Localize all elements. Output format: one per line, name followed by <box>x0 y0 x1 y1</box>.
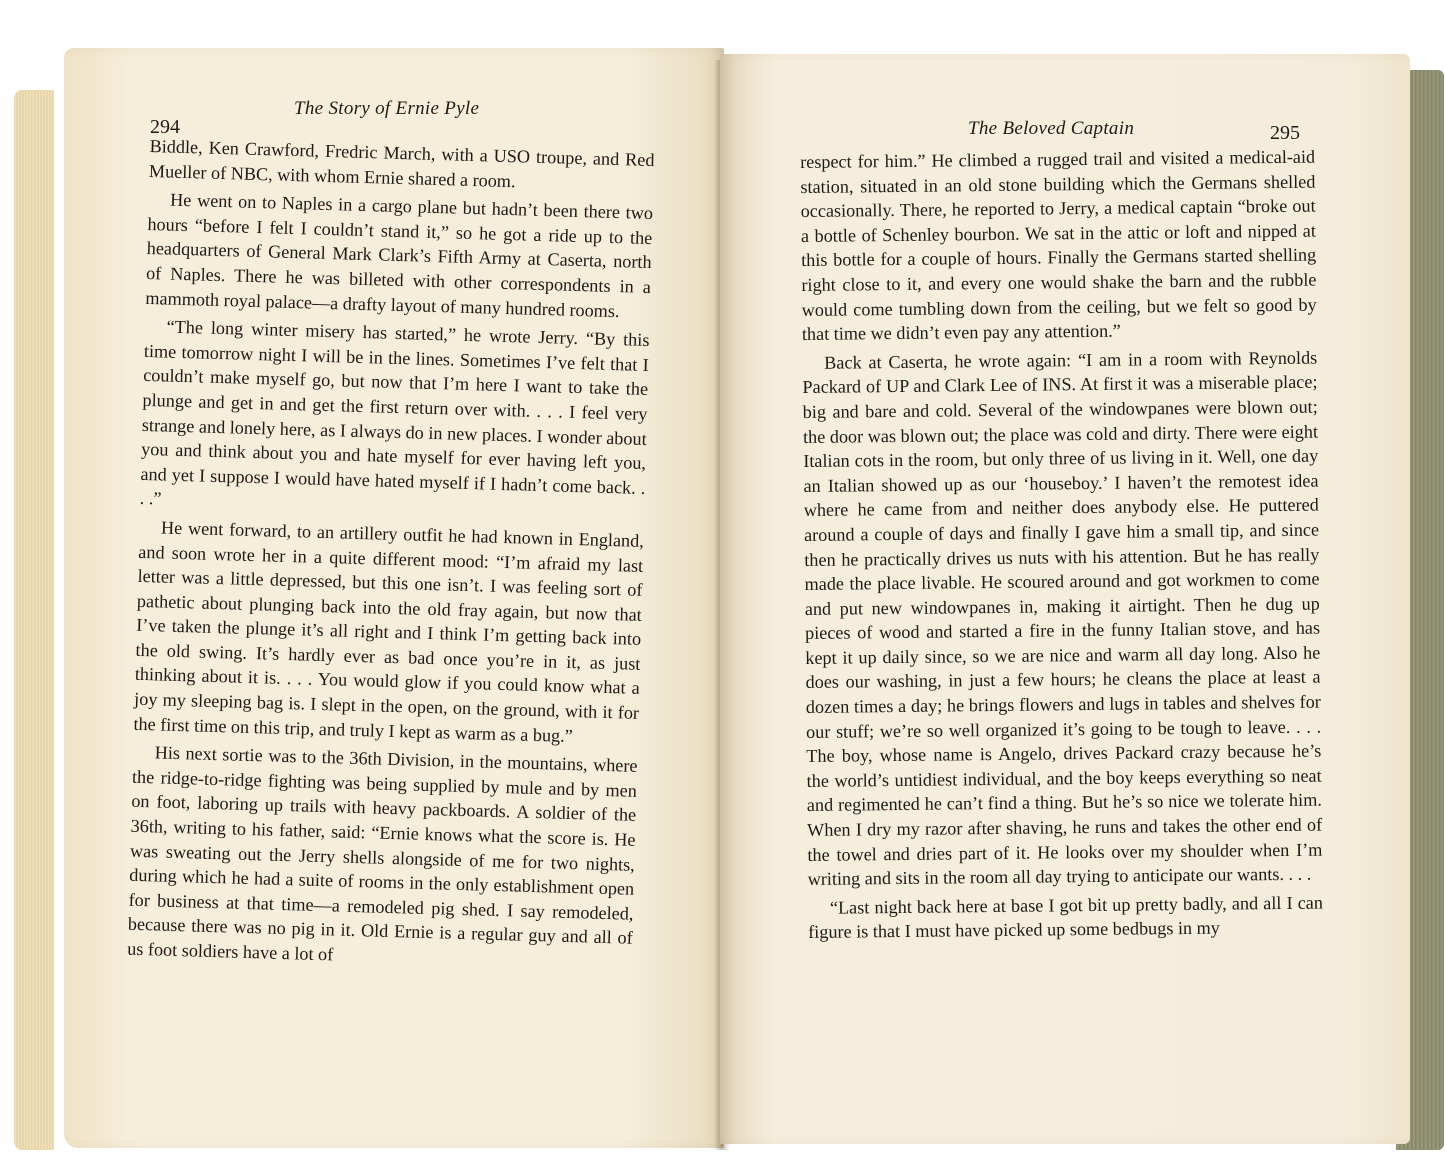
paragraph: He went forward, to an artillery outfit he had known in England, and soon wrote her in a quite different mood: “I’m afraid my last letter was a little depressed, but this one isn’t. I was feeling sort of pathetic about plunging back into the old fray again, but now that I’ve taken the plunge it’s all right and I think I’m getting back into the old swing. It’s hardly ever as bad once you’re in it, as just thinking about it is. . . . You would glow if you could know what a joy my sleeping bag is. I slept in the open, on the ground, with it for the first time on this trip, and truly I kept as warm as a bug.” <box>133 517 645 746</box>
paragraph: His next sortie was to the 36th Division, in the mountains, where the ridge-to-ridge fighting was being supplied by mule and by men on foot, laboring up trails with heavy packboards. A soldier of the 36th, writing to his father, said: “Ernie knows what the score is. He was sweating out the Jerry shells alongside of me for two nights, during which he had a suite of rooms in the only establishment open for business at that time—a remodeled pig shed. I say remodeled, because there was no pig in it. Old Ernie is a regular guy and all of us foot soldiers have a lot of <box>126 742 638 965</box>
paragraph: He went on to Naples in a cargo plane but hadn’t been there two hours “before I felt I couldn’t stand it,” so he got a ride up to the headquarters of General Mark Clark’s Fifth Army at Caserta, north of Naples. There he was billeted with other correspondents in a mammoth royal palace—a drafty layout of many hundred rooms. <box>145 189 654 321</box>
page-number-right: 295 <box>1270 122 1300 144</box>
paragraph: Back at Caserta, he wrote again: “I am in a room with Reynolds Packard of UP and Clark Lee of INS. At first it was a miserable place; big and bare and cold. Several of the windowpanes were blown out; the door was blown out; the place was cold and dirty. There were eight Italian cots in the room, but only three of us living in it. Well, one day an Italian showed up as our ‘houseboy.’ I haven’t the remotest idea where he came from and neither does anybody else. He puttered around a couple of days and finally I gave him a small tip, and since then he practically drives us nuts with his attention. But he has really made the place livable. He scoured around and got workmen to come and put new windowpanes in, making it airtight. Then he dug up pieces of wood and started a fire in the funny Italian stove, and has kept it up daily since, so we are nice and warm all day long. Also he does our washing, in just a few hours; he cleans the place at least a dozen times a day; he brings flowers and lugs in tables and shelves for our stuff; we’re so well organized it’s going to be tough to leave. . . . The boy, whose name is Angelo, drives Packard crazy because he’s the world’s untidiest individual, and the boy keeps everything so neat and regimented he can’t find a thing. But he’s so nice we tolerate him. When I dry my razor after shaving, he runs and takes the other end of the towel and dries part of it. He looks over my shoulder when I’m writing and sits in the room all day trying to anticipate our wants. . . . <box>802 347 1323 890</box>
left-page <box>64 48 724 1148</box>
running-head-right: The Beloved Captain <box>968 118 1135 139</box>
open-book <box>8 40 1438 1145</box>
left-page-text <box>127 134 655 975</box>
page-number-left: 294 <box>150 116 180 138</box>
paragraph: “The long winter misery has started,” he wrote Jerry. “By this time tomorrow night I will be in the lines. Sometimes I’ve felt that I couldn’t make myself go, but now that I’m here I want to take the plunge and get in and get the first return over with. . . . I feel very strange and lonely here, as I always do in new places. I wonder about you and think about you and hate myself for ever having left you, and yet I suppose I would have hated myself if I hadn’t come back. . . .” <box>139 316 650 509</box>
right-page-text <box>800 145 1323 945</box>
page-edges <box>14 90 54 1150</box>
paragraph: respect for him.” He climbed a rugged trail and visited a medical-aid station, situated in an old stone building which the Germans shelled occasionally. There, he reported to Jerry, a medical captain “broke out a bottle of Schenley bourbon. We sat in the attic or loft and nipped at this bottle for a couple of hours. Finally the Germans started shelling right close to it, and every one would shake the barn and the rubble would come tumbling down from the ceiling, but we felt so good by that time we didn’t even pay any attention.” <box>800 146 1317 345</box>
paragraph: “Last night back here at base I got bit up pretty badly, and all I can figure is that I must have picked up some bedbugs in my <box>808 892 1324 943</box>
right-page <box>720 54 1410 1144</box>
paragraph: Biddle, Ken Crawford, Fredric March, with a USO troupe, and Red Mueller of NBC, with whom Ernie shared a room. <box>148 135 655 191</box>
running-head-left: The Story of Ernie Pyle <box>294 98 480 119</box>
